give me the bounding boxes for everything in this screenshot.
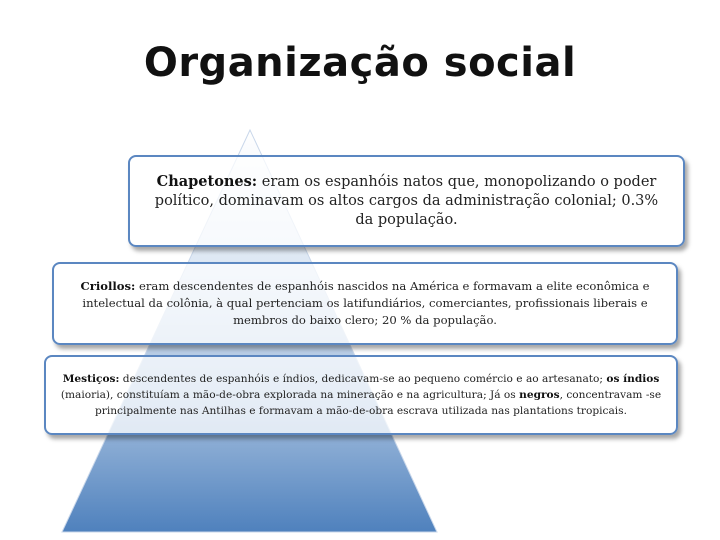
level-chapetones [128, 155, 685, 247]
slide-title: Organização social [143, 40, 577, 86]
level-chapetones-description: eram os espanhóis natos que, monopolizando o poder político, dominavam os altos cargos da administração colonial; 0.3% da população. [154, 174, 659, 228]
level-mesticos-description: descendentes de espanhóis e índios, dedicavam-se ao pequeno comércio e ao artesanato; [119, 373, 607, 385]
level-criollos-description: eram descendentes de espanhóis nascidos na América e formavam a elite econômica e intelectual da colônia, à qual pertenciam os latifundiários, comerciantes, profissionais liberais e membros do baixo clero; 20 % da população. [82, 279, 650, 327]
level-criollos-text [64, 278, 666, 329]
level-indios-description: (maioria), constituíam a mão-de-obra explorada na mineração e na agricultura; Já os [60, 389, 520, 401]
level-mesticos-text [50, 371, 672, 419]
level-mesticos [44, 355, 678, 435]
level-mesticos-term: Mestiços: [62, 373, 120, 385]
level-criollos [52, 262, 678, 345]
level-criollos-term: Criollos: [80, 279, 136, 293]
level-indios-term: os índios [606, 373, 660, 385]
level-negros-description: , concentravam -se principalmente nas Antilhas e formavam a mão-de-obra escrava utilizada nas plantations tropicais. [95, 389, 662, 417]
level-chapetones-term: Chapetones: [156, 173, 258, 190]
level-chapetones-text [144, 172, 669, 230]
level-negros-term: negros [519, 389, 560, 401]
